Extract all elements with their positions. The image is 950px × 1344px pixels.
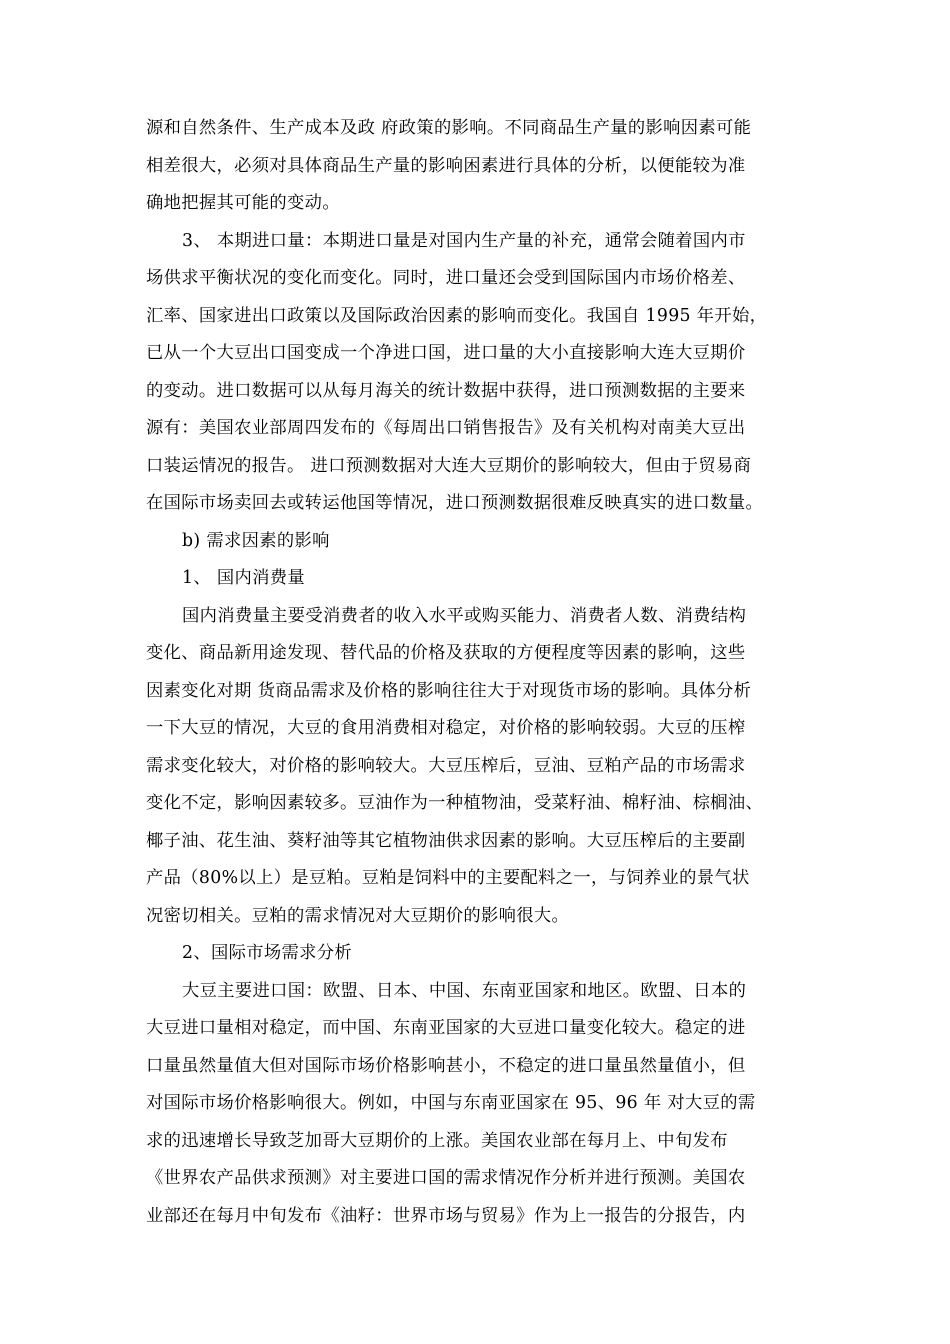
text-line: 的变动。进口数据可以从每月海关的统计数据中获得，进口预测数据的主要来	[146, 380, 746, 401]
document-body	[146, 110, 824, 1235]
text-line: 2、国际市场需求分析	[182, 943, 353, 963]
text-line: 大豆主要进口国：欧盟、日本、中国、东南亚国家和地区。欧盟、日本的	[182, 980, 747, 1001]
text-line: 变化不定，影响因素较多。豆油作为一种植物油，受菜籽油、棉籽油、棕榈油、	[146, 793, 764, 813]
text-line: 国内消费量主要受消费者的收入水平或购买能力、消费者人数、消费结构	[182, 605, 747, 626]
text-line: 椰子油、花生油、葵籽油等其它植物油供求因素的影响。大豆压榨后的主要副	[146, 830, 746, 851]
text-line: 汇率、国家进出口政策以及国际政治因素的影响而变化。我国自 1995 年开始，	[146, 305, 768, 326]
text-line: 对国际市场价格影响很大。例如，中国与东南亚国家在 95、96 年 对大豆的需	[146, 1093, 756, 1113]
text-line: 源有：美国农业部周四发布的《每周出口销售报告》及有关机构对南美大豆出	[146, 418, 746, 438]
text-line: 相差很大，必须对具体商品生产量的影响困素进行具体的分析，以便能较为准	[146, 155, 746, 176]
text-line: 需求变化较大，对价格的影响较大。大豆压榨后，豆油、豆粕产品的市场需求	[146, 755, 746, 776]
text-line: b) 需求因素的影响	[182, 530, 330, 551]
text-line: 场供求平衡状况的变化而变化。同时，进口量还会受到国际国内市场价格差、	[146, 268, 746, 288]
text-line: 1、 国内消费量	[182, 568, 305, 588]
text-line: 《世界农产品供求预测》对主要进口国的需求情况作分析并进行预测。美国农	[146, 1168, 746, 1188]
text-line: 已从一个大豆出口国变成一个净进口国，进口量的大小直接影响大连大豆期价	[146, 343, 746, 363]
text-line: 求的迅速增长导致芝加哥大豆期价的上涨。美国农业部在每月上、中旬发布	[146, 1130, 728, 1151]
text-line: 业部还在每月中旬发布《油籽：世界市场与贸易》作为上一报告的分报告，内	[146, 1205, 746, 1226]
text-line: 确地把握其可能的变动。	[146, 193, 340, 213]
text-line: 大豆进口量相对稳定，而中国、东南亚国家的大豆进口量变化较大。稳定的进	[146, 1018, 746, 1038]
text-line: 口量虽然量值大但对国际市场价格影响甚小，不稳定的进口量虽然量值小，但	[146, 1055, 746, 1076]
text-line: 源和自然条件、生产成本及政 府政策的影响。不同商品生产量的影响因素可能	[146, 118, 752, 138]
text-line: 因素变化对期 货商品需求及价格的影响往往大于对现货市场的影响。具体分析	[146, 680, 752, 701]
text-line: 在国际市场卖回去或转运他国等情况，进口预测数据很难反映真实的进口数量。	[146, 493, 764, 513]
text-line: 变化、商品新用途发现、替代品的价格及获取的方便程度等因素的影响，这些	[146, 643, 746, 663]
text-line: 口装运情况的报告。 进口预测数据对大连大豆期价的影响较大，但由于贸易商	[146, 455, 752, 476]
text-line: 一下大豆的情况，大豆的食用消费相对稳定，对价格的影响较弱。大豆的压榨	[146, 718, 746, 738]
text-line: 3、 本期进口量：本期进口量是对国内生产量的补充，通常会随着国内市	[182, 230, 746, 251]
text-line: 产品（80%以上）是豆粕。豆粕是饲料中的主要配料之一，与饲养业的景气状	[146, 868, 750, 888]
text-line: 况密切相关。豆粕的需求情况对大豆期价的影响很大。	[146, 905, 570, 926]
